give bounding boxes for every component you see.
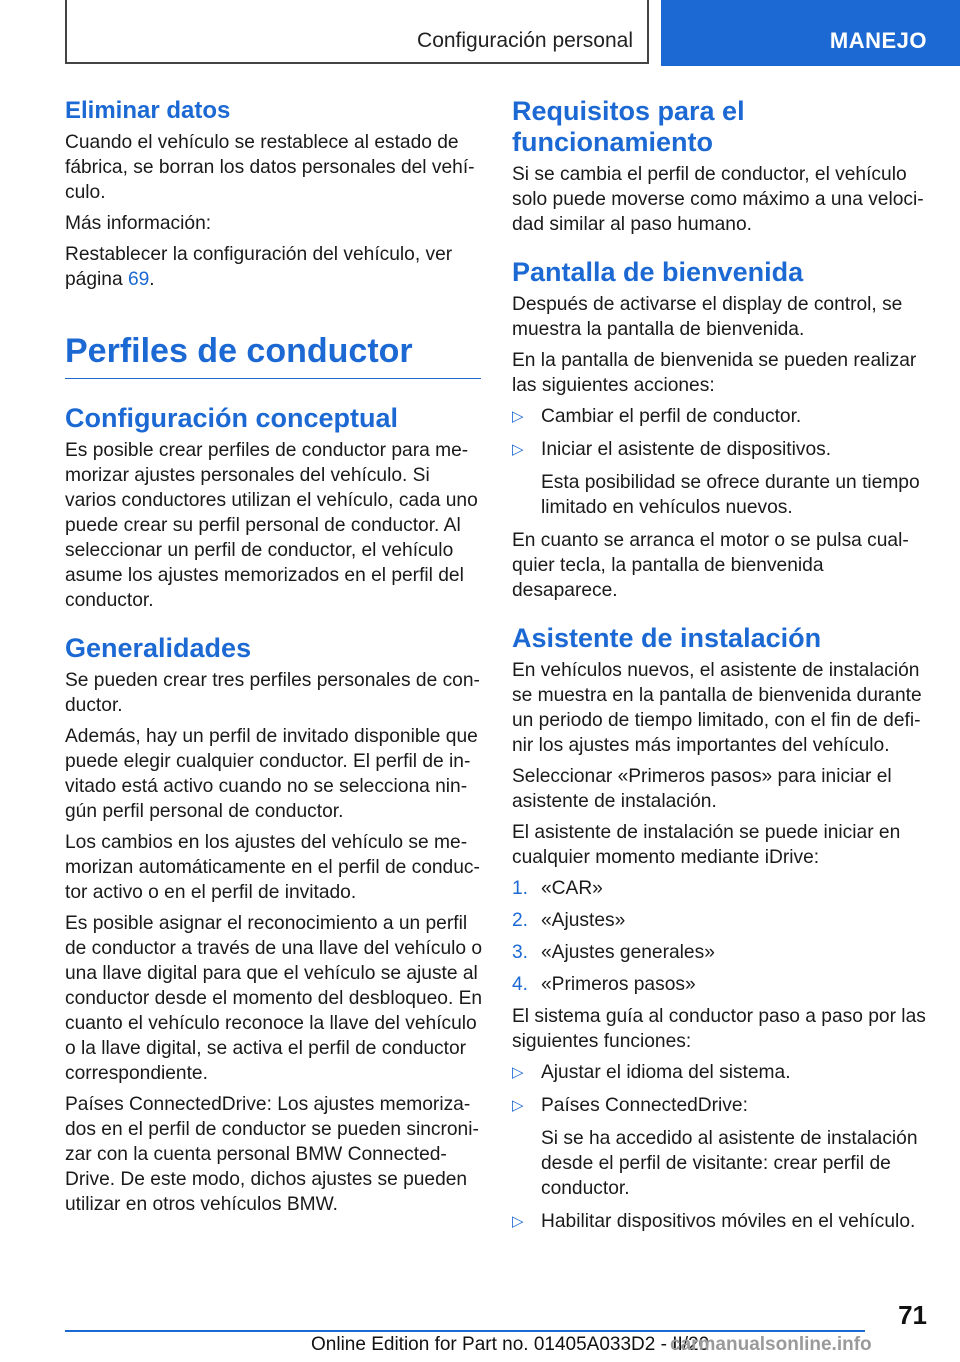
heading-asistente-instalacion: Asistente de instalación (512, 623, 822, 653)
step-number: 2. (512, 910, 529, 931)
list-item (512, 908, 930, 933)
triangle-bullet-icon: ▷ (512, 408, 524, 425)
heading-eliminar-datos: Eliminar datos (65, 97, 231, 124)
page-header (0, 0, 960, 66)
list-item (512, 1209, 930, 1234)
list-item (512, 876, 930, 901)
paragraph: Países ConnectedDrive: Los ajustes memorizados en el perfil de conductor se pueden sincronizar con la cuenta personal BMW ConnectedDrive. De este modo, dichos ajustes se pueden utilizar en otros vehículos BMW. (65, 1094, 479, 1215)
heading-configuracion-conceptual: Configuración conceptual (65, 403, 399, 433)
paragraph: En la pantalla de bienvenida se pueden realizar las siguientes acciones: (512, 350, 917, 396)
section-tab (65, 0, 649, 64)
paragraph-text: Restablecer la configuración del vehículo, ver página (65, 244, 453, 290)
paragraph: El sistema guía al conductor paso a paso por las siguientes funciones: (512, 1006, 926, 1052)
paragraph: Además, hay un perfil de invitado disponible que puede elegir cualquier conductor. El perfil de invitado está activo cuando no se selecciona ningún perfil personal de conductor. (65, 726, 478, 822)
paragraph: Cuando el vehículo se restablece al estado de fábrica, se borran los datos personales del vehículo. (65, 132, 475, 203)
assistant-functions-list (512, 1060, 930, 1234)
list-item-note: Si se ha accedido al asistente de instalación desde el perfil de visitante: crear perfil de conductor. (541, 1128, 918, 1199)
step-text: «Ajustes» (541, 910, 626, 931)
step-number: 1. (512, 878, 529, 899)
paragraph: En cuanto se arranca el motor o se pulsa cualquier tecla, la pantalla de bienvenida desaparece. (512, 530, 909, 601)
paragraph (65, 242, 483, 292)
triangle-bullet-icon: ▷ (512, 1097, 524, 1114)
page-number: 71 (898, 1300, 927, 1330)
list-item-text: Cambiar el perfil de conductor. (541, 406, 802, 427)
paragraph: Seleccionar «Primeros pasos» para iniciar el asistente de instalación. (512, 766, 892, 812)
paragraph: En vehículos nuevos, el asistente de instalación se muestra en la pantalla de bienvenida durante un periodo de tiempo limitado, con el fin de definir los ajustes más importantes del vehículo. (512, 660, 922, 756)
triangle-bullet-icon: ▷ (512, 1064, 524, 1081)
paragraph: Los cambios en los ajustes del vehículo se memorizan automáticamente en el perfil de conductor activo o en el perfil de invitado. (65, 832, 480, 903)
step-text: «CAR» (541, 878, 603, 899)
paragraph: Se pueden crear tres perfiles personales de conductor. (65, 670, 480, 716)
list-item-text: Habilitar dispositivos móviles en el vehículo. (541, 1211, 916, 1232)
paragraph-text: . (149, 269, 155, 290)
left-column (65, 96, 483, 1223)
page-link[interactable]: 69 (127, 269, 150, 290)
list-item-note: Esta posibilidad se ofrece durante un tiempo limitado en vehículos nuevos. (541, 472, 920, 518)
watermark: carmanualsonline.info (670, 1334, 872, 1355)
paragraph: Si se cambia el perfil de conductor, el vehículo solo puede moverse como máximo a una velocidad similar al paso humano. (512, 164, 924, 235)
list-item (512, 437, 930, 520)
edition-note: Online Edition for Part no. 01405A033D2 - II/20 (311, 1334, 710, 1355)
paragraph: Más información: (65, 213, 212, 234)
chapter-title: Perfiles de conductor (65, 330, 481, 379)
list-item (512, 940, 930, 965)
paragraph: Es posible asignar el reconocimiento a un perfil de conductor a través de una llave del vehículo o una llave digital para que el vehículo se ajuste al conductor desde el momento del desbloqueo. En cuanto el vehículo reconoce la llave del vehículo o la llave digital, se activa el perfil de conductor correspondiente. (65, 913, 483, 1084)
triangle-bullet-icon: ▷ (512, 441, 524, 458)
chapter-tab (661, 0, 960, 66)
list-item (512, 972, 930, 997)
step-text: «Primeros pasos» (541, 974, 696, 995)
section-label: Configuración personal (417, 29, 633, 52)
list-item-text: Países ConnectedDrive: (541, 1095, 748, 1116)
triangle-bullet-icon: ▷ (512, 1213, 524, 1230)
list-item-text: Iniciar el asistente de dispositivos. (541, 439, 832, 460)
list-item (512, 1093, 930, 1201)
welcome-actions-list (512, 404, 930, 520)
list-item (512, 404, 930, 429)
paragraph: Es posible crear perfiles de conductor para memorizar ajustes personales del vehículo. Si varios conductores utilizan el vehículo, cada uno puede crear su perfil personal de conductor. Al seleccionar un perfil de conductor, el vehículo asume los ajustes memorizados en el perfil del conductor. (65, 440, 478, 611)
heading-pantalla-bienvenida: Pantalla de bienvenida (512, 257, 804, 287)
heading-requisitos: Requisitos para el funcionamiento (512, 96, 745, 157)
heading-generalidades: Generalidades (65, 633, 252, 663)
paragraph: Después de activarse el display de control, se muestra la pantalla de bienvenida. (512, 294, 903, 340)
idrive-steps-list (512, 876, 930, 997)
footer-divider (65, 1330, 865, 1332)
paragraph: El asistente de instalación se puede iniciar en cualquier momento mediante iDrive: (512, 822, 901, 868)
list-item-text: Ajustar el idioma del sistema. (541, 1062, 791, 1083)
right-column (512, 96, 930, 1242)
chapter-label: MANEJO (829, 28, 927, 53)
list-item (512, 1060, 930, 1085)
step-number: 3. (512, 942, 529, 963)
step-number: 4. (512, 974, 529, 995)
step-text: «Ajustes generales» (541, 942, 715, 963)
